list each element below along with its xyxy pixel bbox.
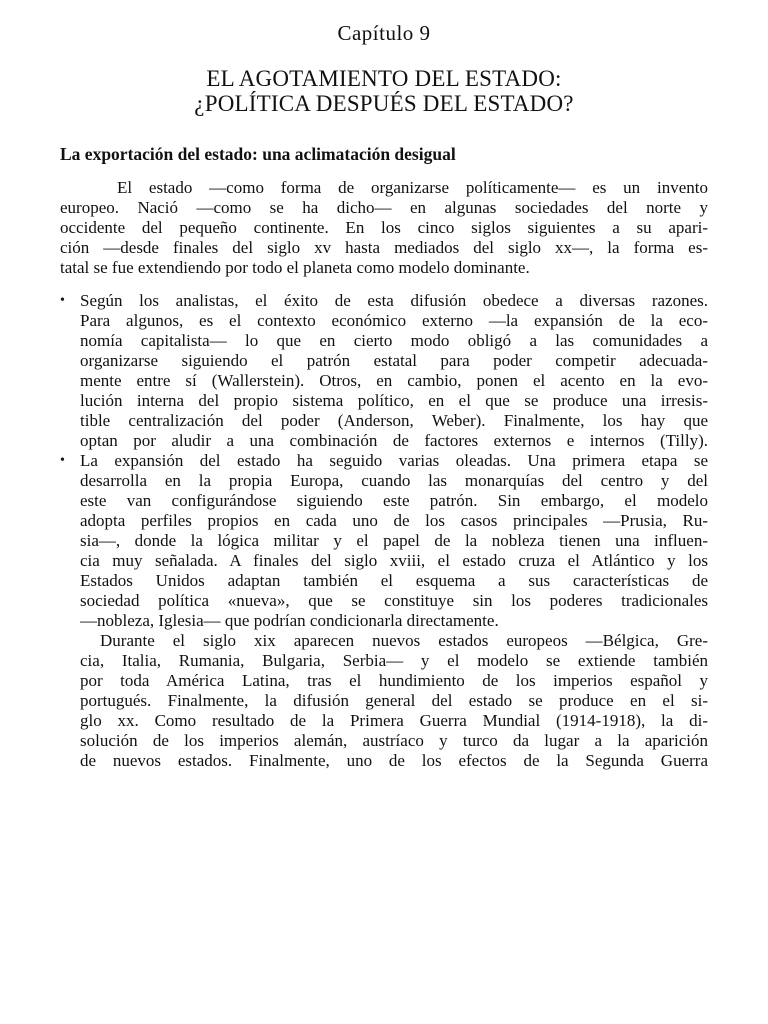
- intro-paragraph: [60, 178, 708, 278]
- text-line: de nuevos estados. Finalmente, uno de los efectos de la Segunda Guerra: [80, 751, 708, 770]
- text-line: El estado —como forma de organizarse políticamente— es un invento: [117, 178, 708, 197]
- text-line: cia muy señalada. A finales del siglo xviii, el estado cruza el Atlántico y los: [80, 551, 708, 570]
- text-line: Para algunos, es el contexto económico externo —la expansión de la eco-: [80, 311, 708, 330]
- bullet-marker: •: [60, 453, 65, 468]
- bullet-item: [60, 451, 708, 631]
- text-line: Durante el siglo xix aparecen nuevos estados europeos —Bélgica, Gre-: [100, 631, 708, 650]
- text-line: sociedad política «nueva», que se constituye sin los poderes tradicionales: [80, 591, 708, 610]
- text-line: por toda América Latina, tras el hundimiento de los imperios español y: [80, 671, 708, 690]
- text-line: sia—, donde la lógica militar y el papel de la nobleza tienen una influen-: [80, 531, 708, 550]
- text-line: occidente del pequeño continente. En los cinco siglos siguientes a su apari-: [60, 218, 708, 237]
- chapter-label: Capítulo 9: [337, 21, 431, 45]
- text-line: cia, Italia, Rumania, Bulgaria, Serbia— y el modelo se extiende también: [80, 651, 708, 670]
- text-line: nomía capitalista— lo que en cierto modo obligó a las comunidades a: [80, 331, 708, 350]
- text-line: optan por aludir a una combinación de factores externos e internos (Tilly).: [80, 431, 708, 450]
- text-line: europeo. Nació —como se ha dicho— en algunas sociedades del norte y: [60, 198, 708, 217]
- text-line: tatal se fue extendiendo por todo el planeta como modelo dominante.: [60, 258, 530, 277]
- chapter-title-line-1: EL AGOTAMIENTO DEL ESTADO:: [206, 66, 562, 91]
- text-line: La expansión del estado ha seguido varias oleadas. Una primera etapa se: [80, 451, 708, 470]
- bullet-marker: •: [60, 293, 65, 308]
- chapter-title-line-2: ¿POLÍTICA DESPUÉS DEL ESTADO?: [194, 91, 574, 116]
- bullet-list: [60, 291, 708, 631]
- text-line: desarrolla en la propia Europa, cuando las monarquías del centro y del: [80, 471, 708, 490]
- text-line: organizarse siguiendo el patrón estatal para poder competir adecuada-: [80, 351, 708, 370]
- text-line: este van configurándose siguiendo este patrón. Sin embargo, el modelo: [80, 491, 708, 510]
- text-line: tible centralización del poder (Anderson, Weber). Finalmente, los hay que: [80, 411, 708, 430]
- text-line: portugués. Finalmente, la difusión general del estado se produce en el si-: [80, 691, 708, 710]
- text-line: solución de los imperios alemán, austríaco y turco da lugar a la aparición: [80, 731, 708, 750]
- text-line: adopta perfiles propios en cada uno de los casos principales —Prusia, Ru-: [80, 511, 708, 530]
- text-line: lución interna del propio sistema político, en el que se produce una irresis-: [80, 391, 708, 410]
- book-page: [60, 18, 708, 771]
- text-line: —nobleza, Iglesia— que podrían condicionarla directamente.: [80, 611, 499, 630]
- text-line: mente entre sí (Wallerstein). Otros, en cambio, ponen el acento en la evo-: [80, 371, 708, 390]
- text-line: ción —desde finales del siglo xv hasta mediados del siglo xx—, la forma es-: [60, 238, 708, 257]
- text-line: Estados Unidos adaptan también el esquema a sus características de: [80, 571, 708, 590]
- continuation-paragraph: [60, 631, 708, 771]
- bullet-item: [60, 291, 708, 451]
- text-line: glo xx. Como resultado de la Primera Guerra Mundial (1914-1918), la di-: [80, 711, 708, 730]
- text-line: Según los analistas, el éxito de esta difusión obedece a diversas razones.: [80, 291, 708, 310]
- chapter-title: [60, 66, 708, 116]
- section-heading: La exportación del estado: una aclimatación desigual: [60, 144, 456, 164]
